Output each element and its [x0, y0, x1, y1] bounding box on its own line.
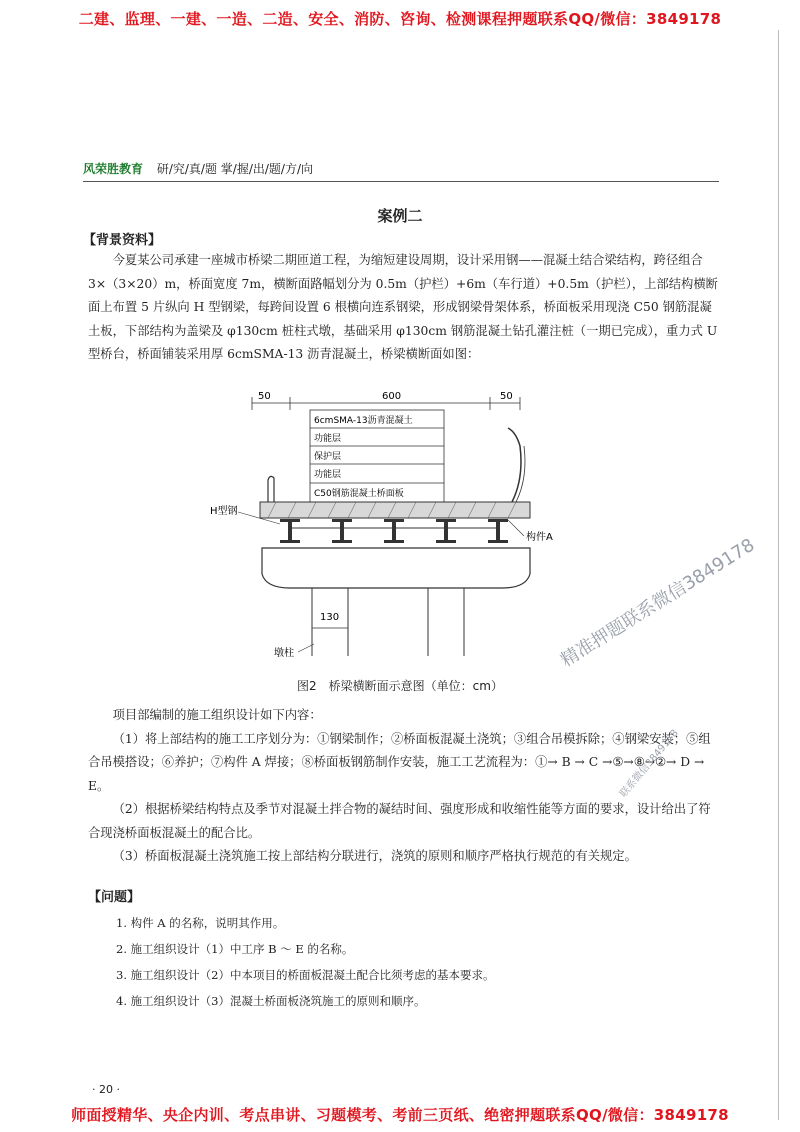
design-item-1: （1）将上部结构的施工工序划分为：①钢梁制作；②桥面板混凝土浇筑；③组合吊模拆除；④钢梁安装；⑤组合吊模搭设；⑥养护；⑦构件 A 焊接；⑧桥面板钢筋制作安装，施工工艺流程为：①→ B → C →⑤→⑧→②→ D → E。: [88, 731, 711, 793]
top-ad-banner: 二建、监理、一建、一造、二造、安全、消防、咨询、检测课程押题联系QQ/微信：3849178: [78, 10, 722, 28]
watermark-small: 联系微信3849178: [618, 727, 681, 800]
background-heading: 【背景资料】: [83, 233, 162, 248]
watermark-large: 精准押题联系微信3849178: [557, 534, 759, 672]
h-beam-label: H型钢: [210, 506, 238, 517]
question-item: 2. 施工组织设计（1）中工序 B ～ E 的名称。: [116, 942, 354, 956]
question-item: 1. 构件 A 的名称，说明其作用。: [116, 916, 285, 930]
design-intro: 项目部编制的施工组织设计如下内容：: [112, 708, 322, 722]
dim-mid-label: 600: [382, 391, 402, 402]
dim-right-label: 50: [500, 391, 513, 402]
case-title: 案例二: [377, 207, 423, 225]
question-list: [116, 910, 494, 1014]
publisher-logo: 风荣胜教育: [83, 162, 144, 176]
background-text: 今夏某公司承建一座城市桥梁二期匝道工程，为缩短建设周期，设计采用钢——混凝土结合梁结构，跨径组合 3×（3×20）m，桥面宽度 7m，横断面路幅划分为 0.5m（护栏）+6m（车行道）+0.5m（护栏），上部结构横断面上布置 5 片纵向 H 型钢梁，每跨间设置 6 根横向连系钢梁，形成钢梁骨架体系，桥面板采用现浇 C50 钢筋混凝土板，下部结构为盖梁及 φ130cm 桩柱式墩，基础采用 φ130cm 钢筋混凝土钻孔灌注桩（一期已完成），重力式 U 型桥台，桥面铺装采用厚 6cmSMA-13 沥青混凝土，桥梁横断面如图：: [88, 253, 718, 361]
layer-2-label: 功能层: [314, 434, 342, 444]
layer-1-label: 6cmSMA-13沥青混凝土: [314, 416, 413, 426]
pier-dimension: [312, 624, 348, 632]
question-item: 3. 施工组织设计（2）中本项目的桥面板混凝土配合比须考虑的基本要求。: [116, 968, 495, 982]
header-slogan: 研/究/真/题 掌/握/出/题/方/向: [156, 162, 314, 176]
page-header: [83, 160, 313, 177]
design-item-2: （2）根据桥梁结构特点及季节对混凝土拌合物的凝结时间、强度形成和收缩性能等方面的要求，设计给出了符合现浇桥面板混凝土的配合比。: [88, 802, 711, 840]
layer-4-label: 功能层: [314, 470, 342, 480]
pier-dim-label: 130: [320, 612, 340, 623]
design-item-3: （3）桥面板混凝土浇筑施工按上部结构分联进行，浇筑的原则和顺序严格执行规范的有关规定。: [112, 849, 637, 863]
page-number: · 20 ·: [92, 1083, 120, 1096]
figure-caption: 图2 桥梁横断面示意图（单位：cm）: [297, 679, 503, 693]
questions-heading: 【问题】: [88, 890, 141, 905]
pier-label: 墩柱: [274, 648, 294, 659]
bridge-cross-section-figure: [190, 388, 610, 670]
layer-3-label: 保护层: [314, 452, 342, 462]
bottom-ad-banner: 师面授精华、央企内训、考点串讲、习题模考、考前三页纸、绝密押题联系QQ/微信：3849178: [71, 1106, 729, 1124]
question-item: 4. 施工组织设计（3）混凝土桥面板浇筑施工的原则和顺序。: [116, 994, 426, 1008]
header-rule: [83, 181, 719, 182]
cap-beam: [262, 548, 530, 588]
h-steel-beams: [280, 519, 508, 543]
left-guardrail: [268, 476, 274, 502]
layer-5-label: C50钢筋混凝土桥面板: [314, 489, 404, 499]
dim-left-label: 50: [258, 391, 271, 402]
member-a-label: 构件A: [526, 532, 553, 543]
right-guardrail: [508, 428, 521, 502]
background-paragraph: [88, 249, 718, 367]
scan-edge-line: [778, 30, 779, 1120]
